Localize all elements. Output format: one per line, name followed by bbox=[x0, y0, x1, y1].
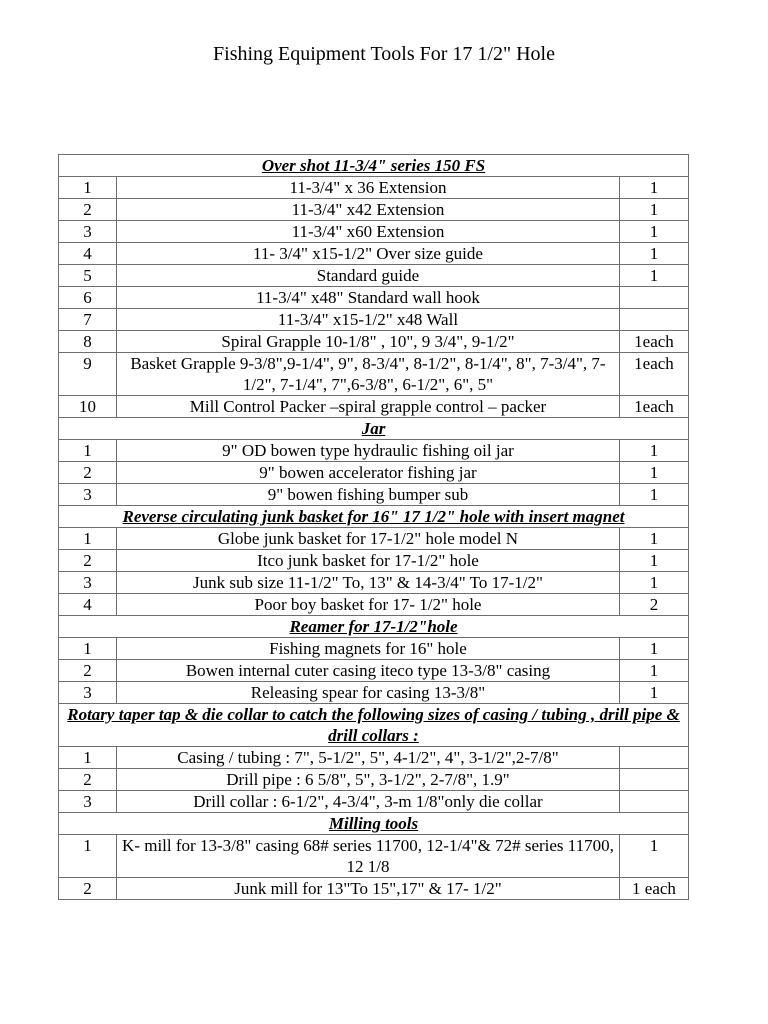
table-row bbox=[59, 440, 689, 462]
section-header-row bbox=[59, 506, 689, 528]
item-description-cell: Junk mill for 13"To 15",17" & 17- 1/2" bbox=[117, 878, 620, 900]
item-quantity-cell: 1 bbox=[619, 835, 688, 878]
item-description-cell: 9" OD bowen type hydraulic fishing oil jar bbox=[117, 440, 620, 462]
item-description-cell: Spiral Grapple 10-1/8" , 10", 9 3/4", 9-1/2" bbox=[117, 331, 620, 353]
item-number-cell: 3 bbox=[59, 221, 117, 243]
table-row bbox=[59, 769, 689, 791]
item-number-cell: 5 bbox=[59, 265, 117, 287]
section-heading: Over shot 11-3/4" series 150 FS bbox=[59, 155, 689, 177]
item-number-cell: 3 bbox=[59, 682, 117, 704]
item-number-cell: 3 bbox=[59, 484, 117, 506]
table-row bbox=[59, 572, 689, 594]
item-description-cell: Junk sub size 11-1/2" To, 13" & 14-3/4" To 17-1/2" bbox=[117, 572, 620, 594]
item-number-cell: 2 bbox=[59, 769, 117, 791]
item-quantity-cell: 1each bbox=[619, 353, 688, 396]
item-quantity-cell: 1 bbox=[619, 221, 688, 243]
item-number-cell: 1 bbox=[59, 638, 117, 660]
item-description-cell: K- mill for 13-3/8" casing 68# series 11700, 12-1/4"& 72# series 11700, 12 1/8 bbox=[117, 835, 620, 878]
item-number-cell: 10 bbox=[59, 396, 117, 418]
item-number-cell: 2 bbox=[59, 199, 117, 221]
table-row bbox=[59, 791, 689, 813]
item-quantity-cell: 1 each bbox=[619, 878, 688, 900]
section-heading: Jar bbox=[59, 418, 689, 440]
section-header-row bbox=[59, 155, 689, 177]
item-quantity-cell: 1 bbox=[619, 440, 688, 462]
item-description-cell: Releasing spear for casing 13-3/8" bbox=[117, 682, 620, 704]
table-row bbox=[59, 199, 689, 221]
item-description-cell: 11- 3/4" x15-1/2" Over size guide bbox=[117, 243, 620, 265]
item-number-cell: 1 bbox=[59, 835, 117, 878]
item-number-cell: 2 bbox=[59, 660, 117, 682]
item-quantity-cell bbox=[619, 791, 688, 813]
section-heading: Milling tools bbox=[59, 813, 689, 835]
equipment-table bbox=[58, 154, 689, 900]
section-heading: Rotary taper tap & die collar to catch the following sizes of casing / tubing , drill pipe & drill collars : bbox=[59, 704, 689, 747]
item-quantity-cell bbox=[619, 309, 688, 331]
item-quantity-cell: 1 bbox=[619, 572, 688, 594]
table-row bbox=[59, 353, 689, 396]
item-number-cell: 6 bbox=[59, 287, 117, 309]
table-row bbox=[59, 835, 689, 878]
table-row bbox=[59, 528, 689, 550]
item-quantity-cell: 1 bbox=[619, 682, 688, 704]
table-row bbox=[59, 331, 689, 353]
table-row bbox=[59, 265, 689, 287]
item-description-cell: Drill pipe : 6 5/8", 5", 3-1/2", 2-7/8", 1.9" bbox=[117, 769, 620, 791]
item-description-cell: Drill collar : 6-1/2", 4-3/4", 3-m 1/8"only die collar bbox=[117, 791, 620, 813]
table-row bbox=[59, 878, 689, 900]
item-quantity-cell: 1 bbox=[619, 528, 688, 550]
item-description-cell: Standard guide bbox=[117, 265, 620, 287]
item-number-cell: 2 bbox=[59, 878, 117, 900]
item-quantity-cell: 1 bbox=[619, 660, 688, 682]
item-description-cell: 11-3/4" x 36 Extension bbox=[117, 177, 620, 199]
table-row bbox=[59, 660, 689, 682]
section-header-row bbox=[59, 616, 689, 638]
item-quantity-cell bbox=[619, 287, 688, 309]
table-row bbox=[59, 462, 689, 484]
item-description-cell: 9" bowen fishing bumper sub bbox=[117, 484, 620, 506]
item-number-cell: 2 bbox=[59, 462, 117, 484]
section-header-row bbox=[59, 704, 689, 747]
item-quantity-cell: 1 bbox=[619, 243, 688, 265]
item-description-cell: Globe junk basket for 17-1/2" hole model N bbox=[117, 528, 620, 550]
page-title: Fishing Equipment Tools For 17 1/2" Hole bbox=[213, 43, 555, 65]
item-number-cell: 3 bbox=[59, 791, 117, 813]
item-quantity-cell bbox=[619, 747, 688, 769]
item-quantity-cell: 1 bbox=[619, 177, 688, 199]
table-row bbox=[59, 594, 689, 616]
item-number-cell: 3 bbox=[59, 572, 117, 594]
item-description-cell: 11-3/4" x48" Standard wall hook bbox=[117, 287, 620, 309]
item-number-cell: 1 bbox=[59, 747, 117, 769]
table-row bbox=[59, 221, 689, 243]
item-description-cell: Poor boy basket for 17- 1/2" hole bbox=[117, 594, 620, 616]
equipment-table-body bbox=[59, 155, 689, 900]
table-row bbox=[59, 177, 689, 199]
table-row bbox=[59, 309, 689, 331]
item-number-cell: 4 bbox=[59, 594, 117, 616]
section-header-row bbox=[59, 813, 689, 835]
section-header-row bbox=[59, 418, 689, 440]
item-quantity-cell: 1each bbox=[619, 396, 688, 418]
item-number-cell: 1 bbox=[59, 528, 117, 550]
item-quantity-cell: 1 bbox=[619, 550, 688, 572]
item-description-cell: 11-3/4" x60 Extension bbox=[117, 221, 620, 243]
item-quantity-cell: 1 bbox=[619, 638, 688, 660]
item-number-cell: 8 bbox=[59, 331, 117, 353]
table-row bbox=[59, 638, 689, 660]
item-quantity-cell: 2 bbox=[619, 594, 688, 616]
item-number-cell: 7 bbox=[59, 309, 117, 331]
item-description-cell: Casing / tubing : 7", 5-1/2", 5", 4-1/2", 4", 3-1/2",2-7/8" bbox=[117, 747, 620, 769]
item-number-cell: 9 bbox=[59, 353, 117, 396]
table-row bbox=[59, 287, 689, 309]
item-quantity-cell: 1 bbox=[619, 265, 688, 287]
item-number-cell: 4 bbox=[59, 243, 117, 265]
item-description-cell: 11-3/4" x15-1/2" x48 Wall bbox=[117, 309, 620, 331]
table-row bbox=[59, 682, 689, 704]
item-quantity-cell: 1 bbox=[619, 462, 688, 484]
item-number-cell: 2 bbox=[59, 550, 117, 572]
item-quantity-cell: 1 bbox=[619, 484, 688, 506]
item-description-cell: 11-3/4" x42 Extension bbox=[117, 199, 620, 221]
item-description-cell: Fishing magnets for 16" hole bbox=[117, 638, 620, 660]
item-description-cell: Itco junk basket for 17-1/2" hole bbox=[117, 550, 620, 572]
table-row bbox=[59, 550, 689, 572]
table-row bbox=[59, 747, 689, 769]
item-number-cell: 1 bbox=[59, 440, 117, 462]
item-quantity-cell bbox=[619, 769, 688, 791]
section-heading: Reverse circulating junk basket for 16" 17 1/2" hole with insert magnet bbox=[59, 506, 689, 528]
table-row bbox=[59, 396, 689, 418]
item-description-cell: Bowen internal cuter casing iteco type 13-3/8" casing bbox=[117, 660, 620, 682]
item-description-cell: Basket Grapple 9-3/8",9-1/4", 9", 8-3/4", 8-1/2", 8-1/4", 8", 7-3/4", 7-1/2", 7-1/4", 7",6-3/8", 6-1/2", 6", 5" bbox=[117, 353, 620, 396]
table-row bbox=[59, 243, 689, 265]
item-quantity-cell: 1 bbox=[619, 199, 688, 221]
item-number-cell: 1 bbox=[59, 177, 117, 199]
table-row bbox=[59, 484, 689, 506]
item-description-cell: Mill Control Packer –spiral grapple control – packer bbox=[117, 396, 620, 418]
item-description-cell: 9" bowen accelerator fishing jar bbox=[117, 462, 620, 484]
section-heading: Reamer for 17-1/2"hole bbox=[59, 616, 689, 638]
item-quantity-cell: 1each bbox=[619, 331, 688, 353]
